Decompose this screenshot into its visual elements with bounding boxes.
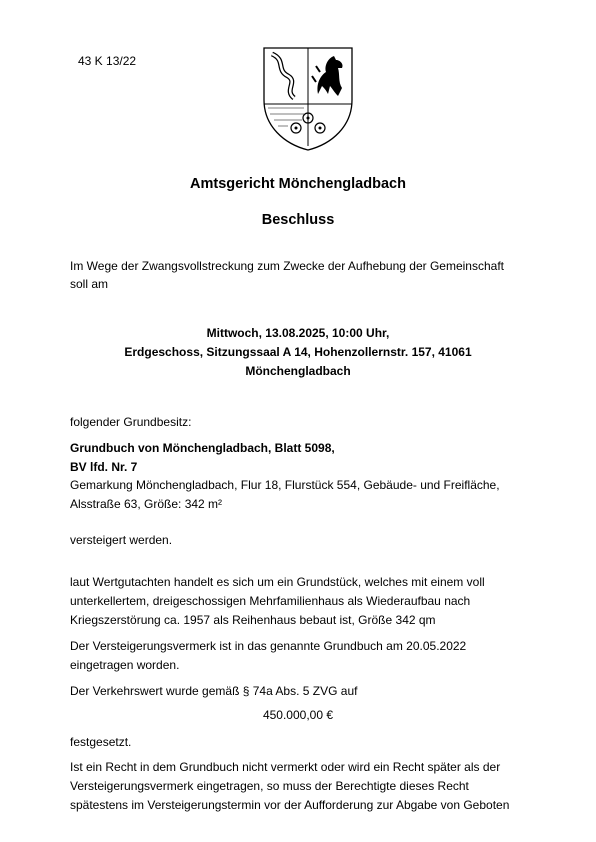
coat-of-arms-icon bbox=[258, 42, 358, 154]
market-value-intro: Der Verkehrswert wurde gemäß § 74a Abs. 5 ZVG auf bbox=[70, 684, 358, 698]
property-intro: folgender Grundbesitz: bbox=[70, 415, 192, 429]
appointment-line: Mittwoch, 13.08.2025, 10:00 Uhr, bbox=[206, 326, 390, 340]
fixed-text: festgesetzt. bbox=[70, 735, 132, 749]
appointment-line: Erdgeschoss, Sitzungssaal A 14, Hohenzollernstr. 157, 41061 bbox=[124, 345, 472, 359]
appraisal-line: laut Wertgutachten handelt es sich um ein Grundstück, welches mit einem voll bbox=[70, 575, 485, 589]
register-item: BV lfd. Nr. 7 bbox=[70, 460, 138, 474]
property-description: Alsstraße 63, Größe: 342 m² bbox=[70, 497, 223, 511]
intro-line: soll am bbox=[70, 277, 109, 291]
intro-line: Im Wege der Zwangsvollstreckung zum Zwecke der Aufhebung der Gemeinschaft bbox=[70, 259, 504, 273]
auction-text: versteigert werden. bbox=[70, 533, 173, 547]
market-value: 450.000,00 € bbox=[262, 708, 334, 722]
registration-line: eingetragen worden. bbox=[70, 658, 180, 672]
rights-notice-line: Ist ein Recht in dem Grundbuch nicht vermerkt oder wird ein Recht später als der bbox=[70, 760, 501, 774]
registration-line: Der Versteigerungsvermerk ist in das genannte Grundbuch am 20.05.2022 bbox=[70, 639, 467, 653]
land-register: Grundbuch von Mönchengladbach, Blatt 5098, bbox=[70, 441, 335, 455]
appraisal-line: Kriegszerstörung ca. 1957 als Reihenhaus bebaut ist, Größe 342 qm bbox=[70, 613, 436, 627]
document-type: Beschluss bbox=[261, 212, 335, 228]
appointment-line: Mönchengladbach bbox=[245, 364, 351, 378]
property-description: Gemarkung Mönchengladbach, Flur 18, Flurstück 554, Gebäude- und Freifläche, bbox=[70, 478, 500, 492]
court-name: Amtsgericht Mönchengladbach bbox=[190, 176, 406, 192]
file-number: 43 K 13/22 bbox=[78, 54, 137, 68]
appraisal-line: unterkellertem, dreigeschossigen Mehrfamilienhaus als Wiederaufbau nach bbox=[70, 594, 471, 608]
rights-notice-line: spätestens im Versteigerungstermin vor der Aufforderung zur Abgabe von Geboten bbox=[70, 798, 510, 812]
rights-notice-line: Versteigerungsvermerk eingetragen, so muss der Berechtigte dieses Recht bbox=[70, 779, 469, 793]
